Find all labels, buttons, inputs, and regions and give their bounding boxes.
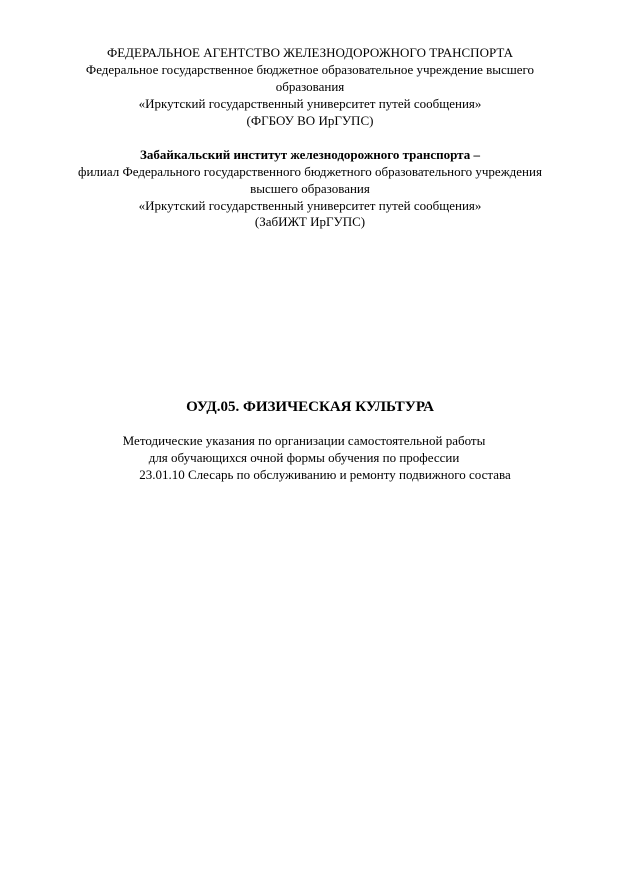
subtitle-line-1: Методические указания по организации самостоятельной работы [122, 433, 486, 448]
document-title: ОУД.05. ФИЗИЧЕСКАЯ КУЛЬТУРА [186, 399, 434, 415]
university-name: «Иркутский государственный университет путей сообщения» [138, 96, 482, 111]
branch-university: «Иркутский государственный университет путей сообщения» [138, 198, 482, 213]
institution-line-1: Федеральное государственное бюджетное образовательное учреждение высшего [85, 62, 535, 77]
branch-line-1: филиал Федерального государственного бюджетного образовательного учреждения [78, 164, 542, 179]
agency-name: ФЕДЕРАЛЬНОЕ АГЕНТСТВО ЖЕЛЕЗНОДОРОЖНОГО ТРАНСПОРТА [106, 45, 514, 60]
institution-line-2: образования [275, 79, 345, 94]
branch-abbreviation: (ЗабИЖТ ИрГУПС) [254, 214, 366, 229]
branch-line-2: высшего образования [250, 181, 370, 196]
profession-code: 23.01.10 Слесарь по обслуживанию и ремонту подвижного состава [139, 467, 511, 482]
subtitle-line-2: для обучающихся очной формы обучения по профессии [148, 450, 460, 465]
branch-name: Забайкальский институт железнодорожного транспорта – [140, 147, 480, 162]
university-abbreviation: (ФГБОУ ВО ИрГУПС) [246, 113, 374, 128]
